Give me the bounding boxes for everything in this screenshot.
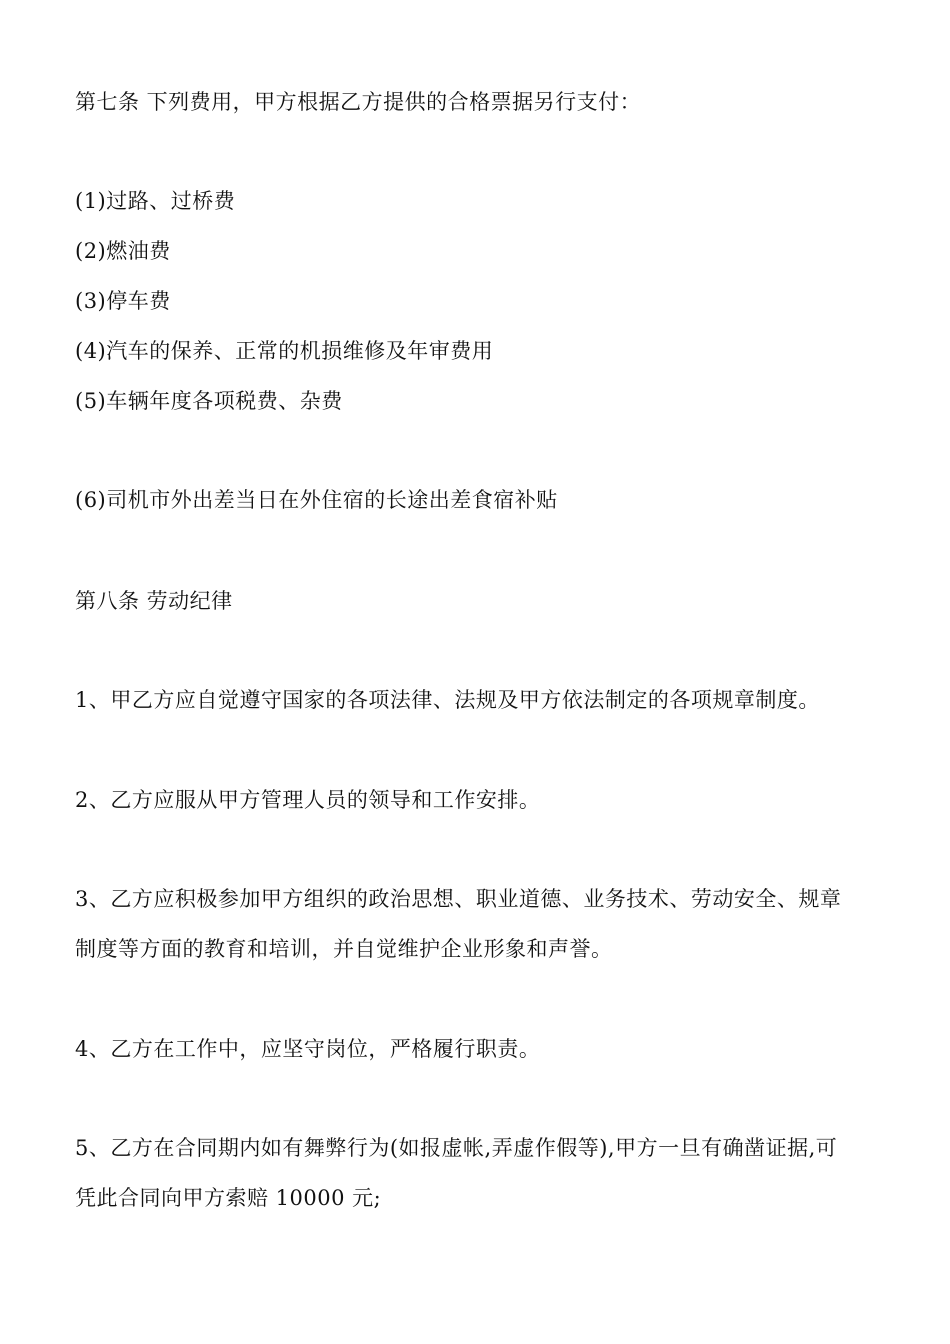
article-8-clause-2: 2、乙方应服从甲方管理人员的领导和工作安排。 bbox=[75, 788, 541, 812]
article-8-heading: 第八条 劳动纪律 bbox=[75, 589, 233, 613]
article-8-clause-3-line-2: 制度等方面的教育和培训，并自觉维护企业形象和声誉。 bbox=[75, 937, 613, 961]
article-8-clause-5-line-1: 5、乙方在合同期内如有舞弊行为(如报虚帐,弄虚作假等),甲方一旦有确凿证据,可 bbox=[75, 1136, 838, 1160]
article-7-item-2: (2)燃油费 bbox=[75, 239, 171, 263]
article-7-item-4: (4)汽车的保养、正常的机损维修及年审费用 bbox=[75, 339, 494, 363]
article-8-clause-4: 4、乙方在工作中，应坚守岗位，严格履行职责。 bbox=[75, 1037, 541, 1061]
article-7-item-1: (1)过路、过桥费 bbox=[75, 189, 236, 213]
article-8-clause-3-line-1: 3、乙方应积极参加甲方组织的政治思想、职业道德、业务技术、劳动安全、规章 bbox=[75, 887, 842, 911]
article-8-clause-5-line-2: 凭此合同向甲方索赔 10000 元; bbox=[75, 1186, 382, 1210]
article-7-item-6: (6)司机市外出差当日在外住宿的长途出差食宿补贴 bbox=[75, 488, 558, 512]
article-7-heading: 第七条 下列费用，甲方根据乙方提供的合格票据另行支付： bbox=[75, 90, 642, 114]
article-7-item-3: (3)停车费 bbox=[75, 289, 171, 313]
article-8-clause-1: 1、甲乙方应自觉遵守国家的各项法律、法规及甲方依法制定的各项规章制度。 bbox=[75, 688, 820, 712]
article-7-item-5: (5)车辆年度各项税费、杂费 bbox=[75, 389, 343, 413]
